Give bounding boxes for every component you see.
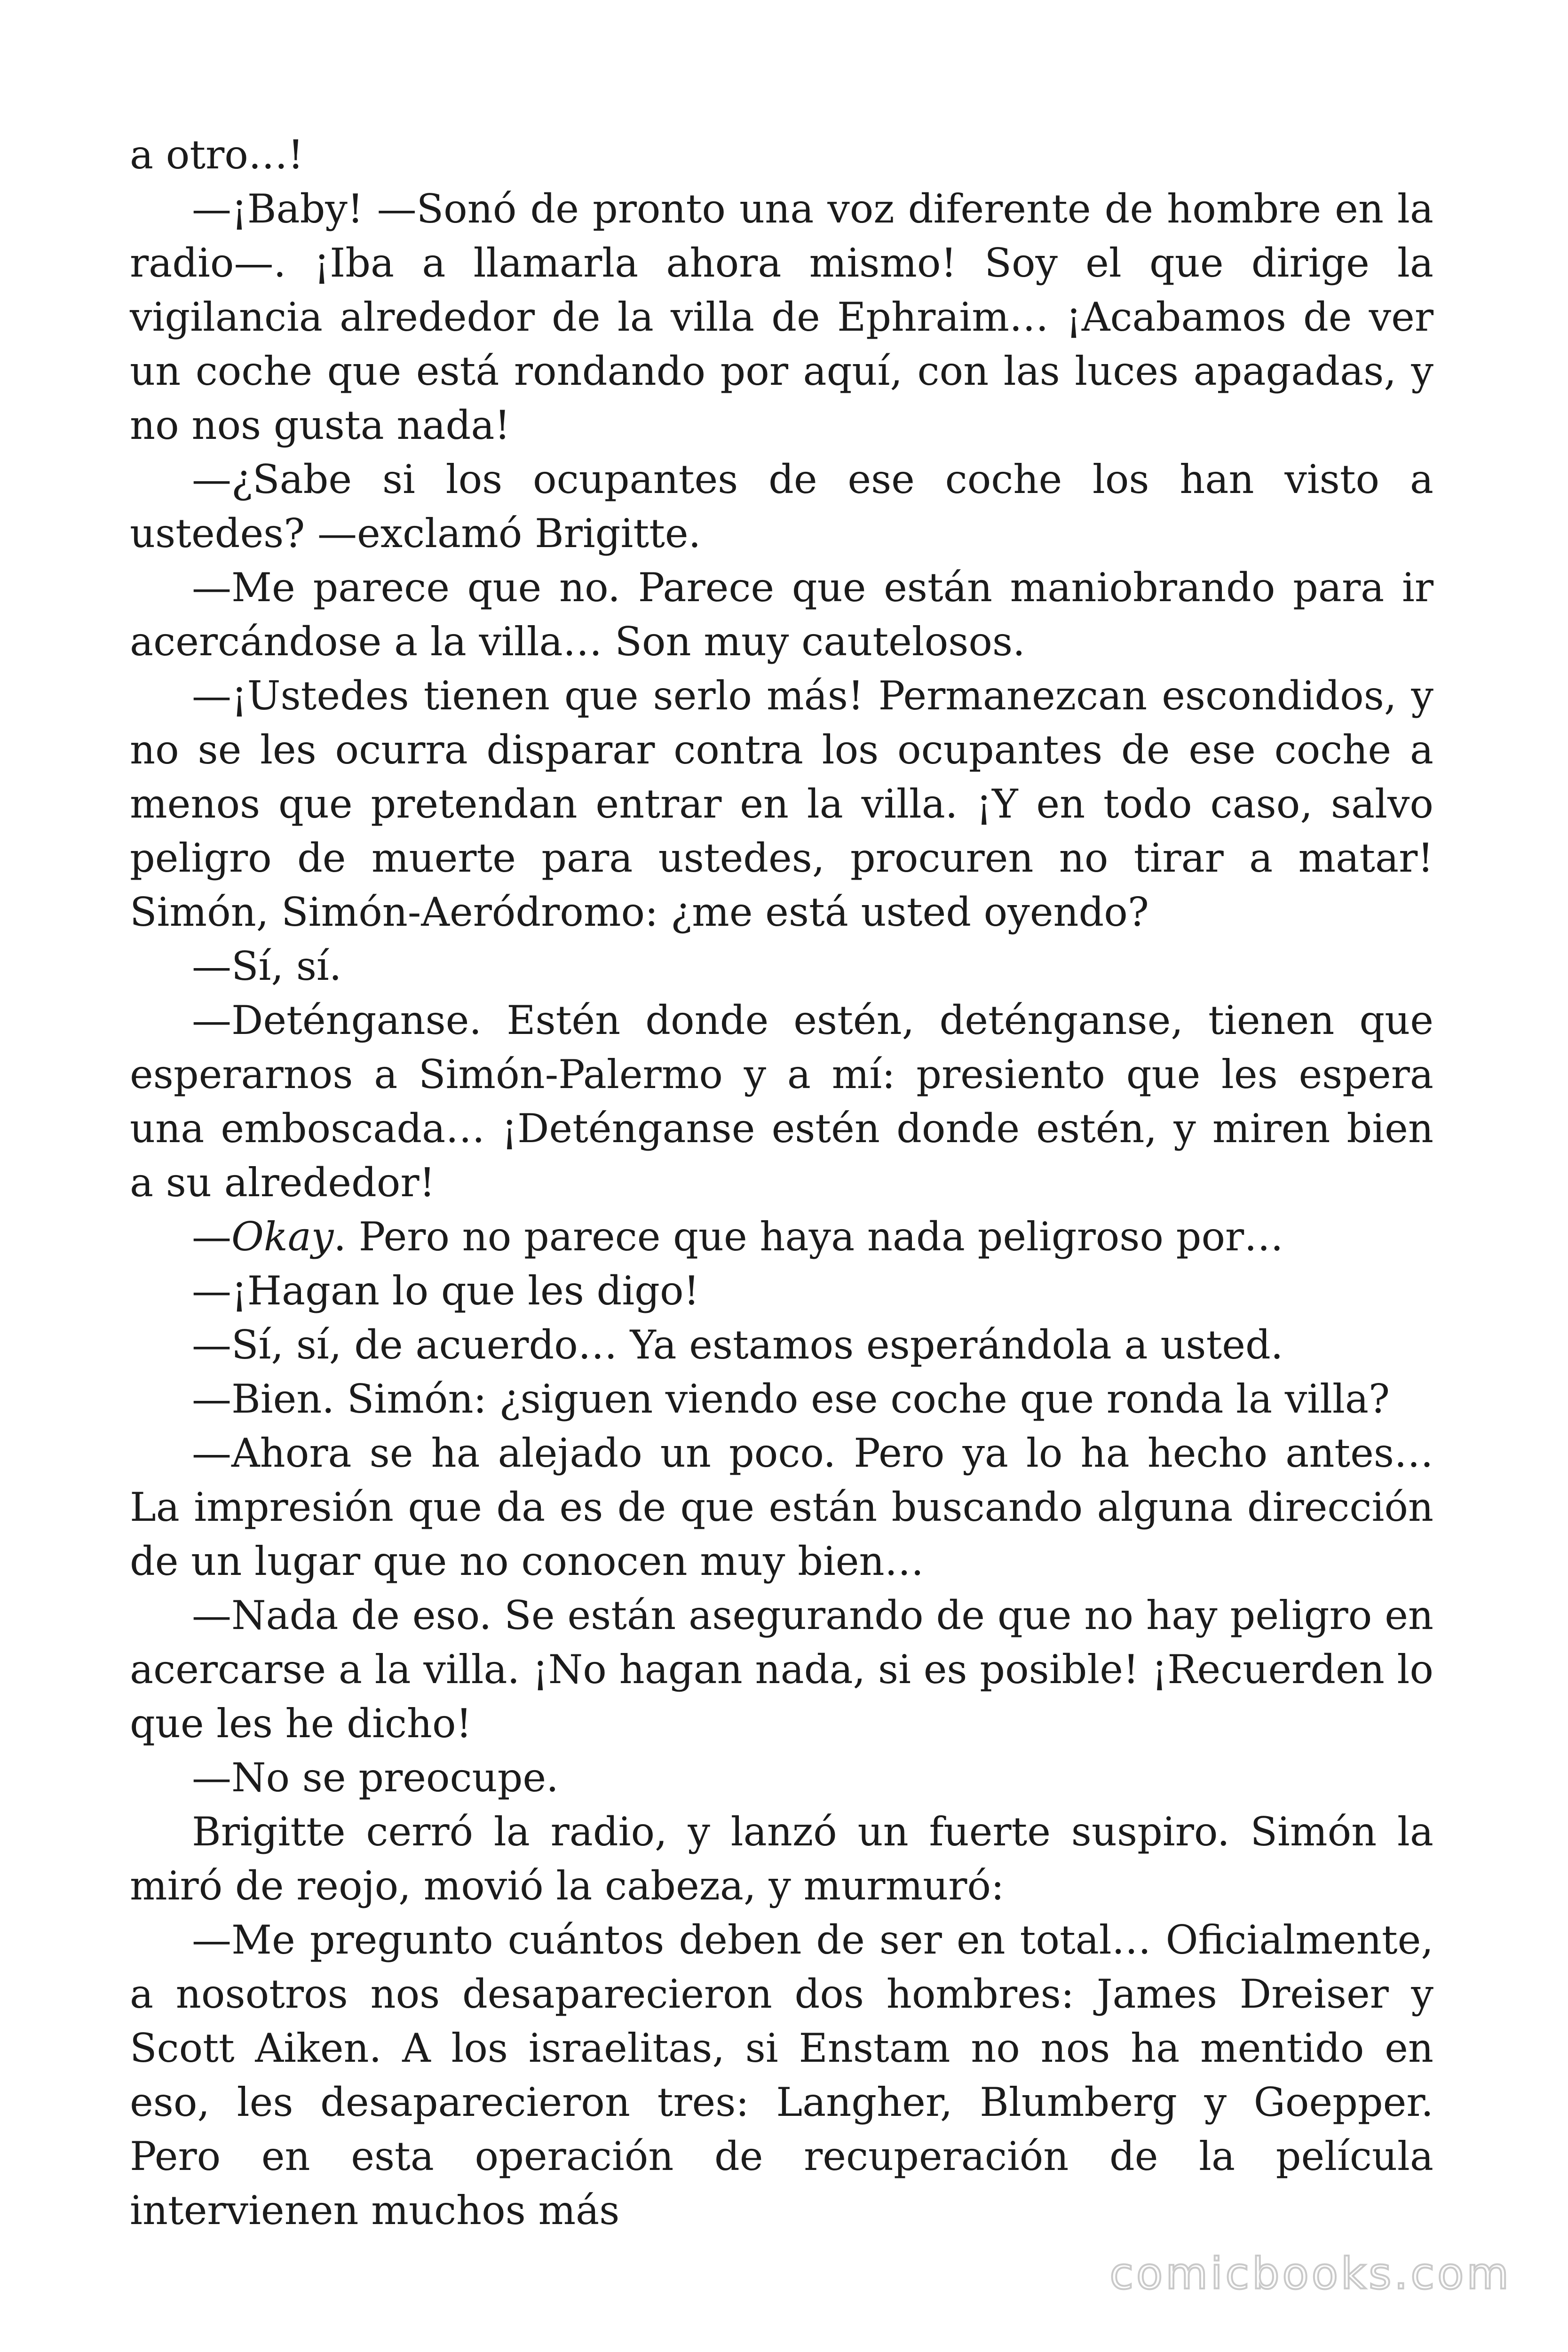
paragraph: —¡Baby! —Sonó de pronto una voz diferente de hombre en la radio—. ¡Iba a llamarla ahora mismo! Soy el que dirige la vigilancia alrededor de la villa de Ephraim… ¡Acabamos de ver un coche que está rondando por aquí, con las luces apagadas, y no nos gusta nada!	[130, 186, 1433, 448]
italic-word: Okay	[231, 1214, 334, 1260]
paragraph: Brigitte cerró la radio, y lanzó un fuerte suspiro. Simón la miró de reojo, movió la cabeza, y murmuró:	[130, 1809, 1433, 1909]
paragraph: —Me pregunto cuántos deben de ser en total… Oficialmente, a nosotros nos desaparecieron dos hombres: James Dreiser y Scott Aiken. A los israelitas, si Enstam no nos ha mentido en eso, les desaparecieron tres: Langher, Blumberg y Goepper. Pero en esta operación de recuperación de la película intervienen muchos más	[130, 1917, 1433, 2233]
paragraph: —Ahora se ha alejado un poco. Pero ya lo ha hecho antes… La impresión que da es de que están buscando alguna dirección de un lugar que no conocen muy bien…	[130, 1430, 1433, 1584]
paragraph-text: —	[192, 1214, 231, 1260]
paragraph-text: . Pero no parece que haya nada peligroso por…	[333, 1214, 1284, 1260]
paragraph: —Nada de eso. Se están asegurando de que no hay peligro en acercarse a la villa. ¡No hagan nada, si es posible! ¡Recuerden lo que les he dicho!	[130, 1592, 1433, 1747]
page-body	[130, 128, 1433, 2238]
paragraph	[130, 1210, 1433, 1264]
paragraph: —No se preocupe.	[192, 1755, 559, 1801]
paragraph: —¿Sabe si los ocupantes de ese coche los han visto a ustedes? —exclamó Brigitte.	[130, 456, 1433, 556]
watermark: comicbooks.com	[1109, 2249, 1512, 2299]
paragraph: —Bien. Simón: ¿siguen viendo ese coche que ronda la villa?	[192, 1376, 1390, 1422]
paragraph: —¡Ustedes tienen que serlo más! Permanezcan escondidos, y no se les ocurra disparar contra los ocupantes de ese coche a menos que pretendan entrar en la villa. ¡Y en todo caso, salvo peligro de muerte para ustedes, procuren no tirar a matar! Simón, Simón-Aeródromo: ¿me está usted oyendo?	[130, 673, 1433, 935]
paragraph: —Me parece que no. Parece que están maniobrando para ir acercándose a la villa… Son muy cautelosos.	[130, 564, 1433, 665]
paragraph: —Sí, sí.	[192, 943, 342, 989]
paragraph: —Deténganse. Estén donde estén, deténganse, tienen que esperarnos a Simón-Palermo y a mí: presiento que les espera una emboscada… ¡Deténganse estén donde estén, y miren bien a su alrededor!	[130, 997, 1433, 1206]
paragraph: —Sí, sí, de acuerdo… Ya estamos esperándola a usted.	[192, 1322, 1283, 1368]
paragraph: —¡Hagan lo que les digo!	[192, 1268, 700, 1314]
paragraph: a otro…!	[130, 132, 304, 178]
